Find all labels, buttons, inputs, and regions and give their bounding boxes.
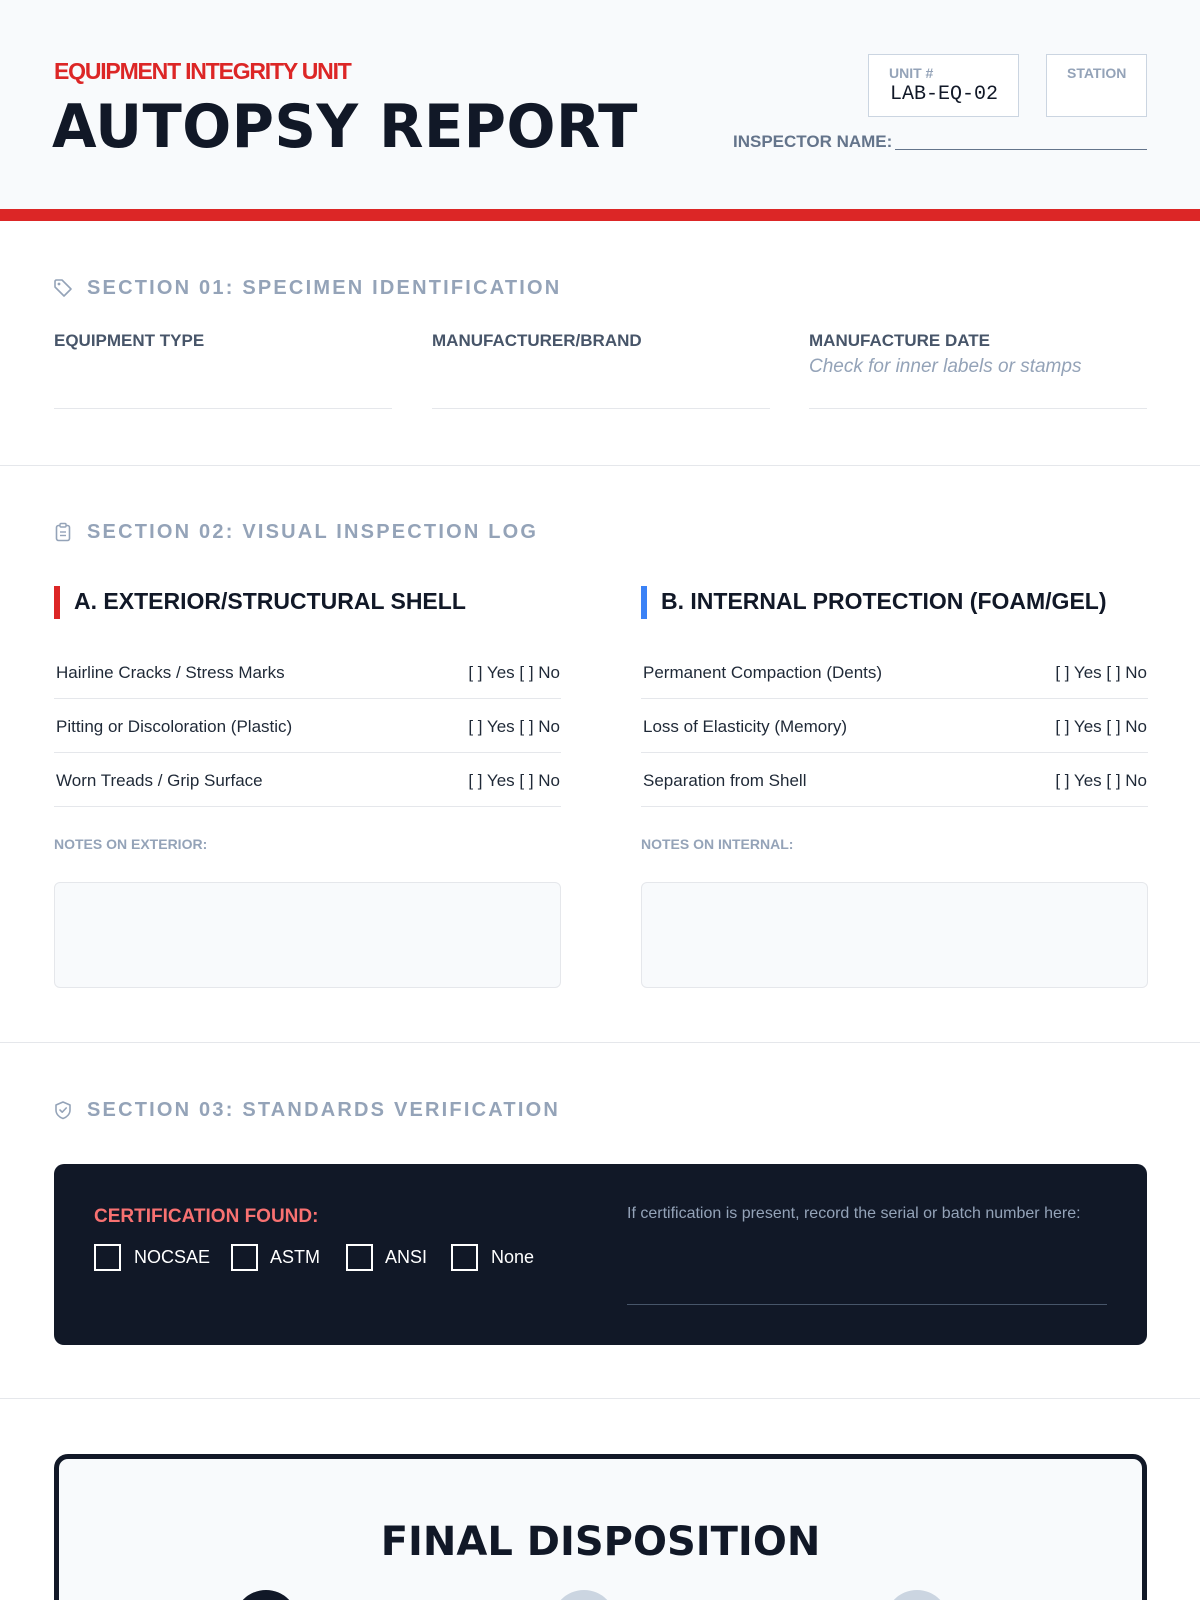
manufacture-date-label: MANUFACTURE DATE [809,331,991,350]
section-divider [0,1042,1200,1043]
checklist-question: Hairline Cracks / Stress Marks [56,663,285,682]
yes-no-options[interactable]: [ ] Yes [ ] No [1055,771,1147,790]
station-box[interactable] [1046,54,1147,117]
header-accent-bar [0,209,1200,221]
checklist-row [54,699,561,753]
checkbox-ansi[interactable] [346,1244,373,1271]
column-b-heading: B. INTERNAL PROTECTION (FOAM/GEL) [661,588,1107,614]
checklist-row [641,645,1148,699]
unit-number-box[interactable] [868,54,1019,117]
checklist-question: Permanent Compaction (Dents) [643,663,883,682]
final-disposition-title: FINAL DISPOSITION [380,1519,821,1565]
equipment-type-field[interactable] [54,408,392,409]
serial-number-field[interactable] [627,1304,1107,1305]
section-divider [0,1398,1200,1399]
shield-check-icon [53,1100,73,1120]
yes-no-options[interactable]: [ ] Yes [ ] No [468,717,560,736]
yes-no-options[interactable]: [ ] Yes [ ] No [468,771,560,790]
equipment-type-label: EQUIPMENT TYPE [54,331,205,350]
checklist-row [641,699,1148,753]
column-a-accent [54,586,60,619]
checkbox-none[interactable] [451,1244,478,1271]
checkbox-ansi-label: ANSI [385,1247,428,1267]
checklist-question: Worn Treads / Grip Surface [56,771,263,790]
column-a-heading: A. EXTERIOR/STRUCTURAL SHELL [74,588,466,614]
inspector-name-label: INSPECTOR NAME: [733,132,893,151]
certification-found-label: CERTIFICATION FOUND: [94,1206,319,1227]
column-b-accent [641,586,647,619]
checklist-row [54,753,561,807]
disposition-option-circle[interactable] [234,1590,298,1600]
notes-internal-input[interactable] [641,882,1148,988]
serial-number-hint: If certification is present, record the serial or batch number here: [627,1205,1081,1222]
inspector-name-field[interactable] [895,149,1147,150]
disposition-option-circle[interactable] [885,1590,949,1600]
unit-label: EQUIPMENT INTEGRITY UNIT [54,58,351,84]
checkbox-astm-label: ASTM [270,1247,321,1267]
yes-no-options[interactable]: [ ] Yes [ ] No [1055,717,1147,736]
checkbox-astm[interactable] [231,1244,258,1271]
unit-number-value: LAB-EQ-02 [890,83,999,106]
disposition-option-circle[interactable] [552,1590,616,1600]
notes-internal-label: NOTES ON INTERNAL: [641,836,794,852]
manufacturer-brand-label: MANUFACTURER/BRAND [432,331,642,350]
tag-icon [53,278,73,298]
clipboard-icon [53,522,73,542]
section-03-title: SECTION 03: STANDARDS VERIFICATION [87,1099,560,1121]
unit-number-label: UNIT # [889,65,934,81]
checkbox-none-label: None [491,1247,535,1267]
notes-exterior-input[interactable] [54,882,561,988]
page-title: AUTOPSY REPORT [52,92,638,162]
section-02-title: SECTION 02: VISUAL INSPECTION LOG [87,521,539,543]
manufacture-date-hint: Check for inner labels or stamps [809,356,1082,377]
certification-panel [54,1164,1147,1345]
report-header [0,0,1200,209]
yes-no-options[interactable]: [ ] Yes [ ] No [1055,663,1147,682]
final-disposition-panel [54,1454,1147,1600]
checkbox-nocsae-label: NOCSAE [134,1247,211,1267]
station-label: STATION [1067,65,1127,81]
section-01-title: SECTION 01: SPECIMEN IDENTIFICATION [87,277,562,299]
checklist-question: Pitting or Discoloration (Plastic) [56,717,293,736]
notes-exterior-label: NOTES ON EXTERIOR: [54,836,208,852]
checklist-row [54,645,561,699]
section-divider [0,465,1200,466]
manufacturer-brand-field[interactable] [432,408,770,409]
checklist-question: Loss of Elasticity (Memory) [643,717,848,736]
checkbox-nocsae[interactable] [94,1244,121,1271]
checklist-question: Separation from Shell [643,771,807,790]
yes-no-options[interactable]: [ ] Yes [ ] No [468,663,560,682]
manufacture-date-field[interactable] [809,408,1147,409]
checklist-row [641,753,1148,807]
